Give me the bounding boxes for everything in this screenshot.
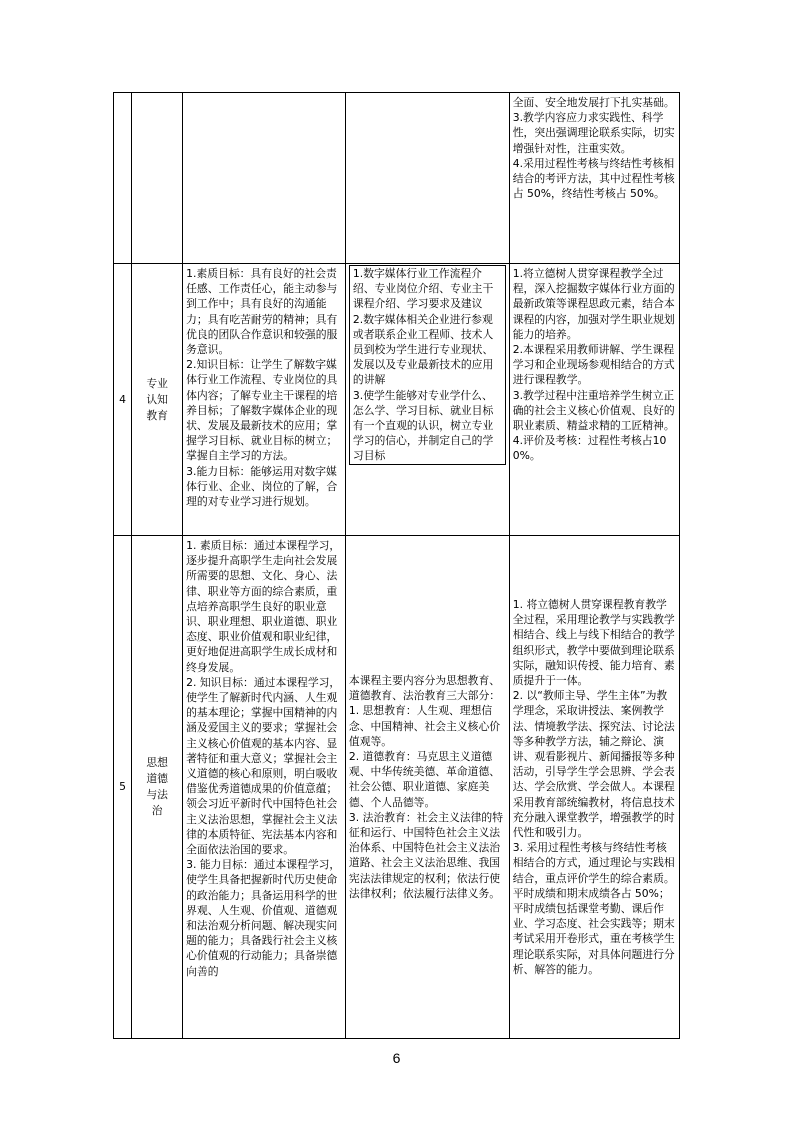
cell-content: 本课程主要内容分为思想教育、道德教育、法治教育三大部分： 1. 思想教育：人生观、理想信念、中国精神、社会主义核心价值观等。 2. 道德教育：马克思主义道德观、中华传统美德、革命道德、社会公德、职业道德、家庭美德、个人品德等。 3. 法治教育：社会主义法律的特征和运行、中国特色社会主义法治体系、中国特色社会主义法治道路、社会主义法治思维、我国宪法法律规定的权利；依法行使法律权利；依法履行法律义务。 <box>345 536 509 1039</box>
cell-course-name <box>132 93 183 264</box>
table-row-course-4 <box>114 264 680 536</box>
table-row-continued <box>114 93 680 264</box>
cell-course-name: 思想道德与法治 <box>132 536 183 1039</box>
page-number: 6 <box>392 1050 401 1066</box>
cell-requirements: 1.将立德树人贯穿课程教学全过程，深入挖掘数字媒体行业方面的最新政策等课程思政元素，结合本课程的内容，加强对学生职业规划能力的培养。 2.本课程采用教师讲解、学生课程学习和企业现场参观相结合的方式进行课程教学。 3.教学过程中注重培养学生树立正确的社会主义核心价值观、良好的职业素质、精益求精的工匠精神。 4.评价及考核：过程性考核占100%。 <box>509 264 679 536</box>
cell-course-name: 专业认知教育 <box>132 264 183 536</box>
cell-goals: 1. 素质目标：通过本课程学习，逐步提升高职学生走向社会发展所需要的思想、文化、身心、法律、职业等方面的综合素质，重点培养高职学生良好的职业意识、职业理想、职业道德、职业态度、职业价值观和职业纪律，更好地促进高职学生成长成材和终身发展。 2. 知识目标：通过本课程学习，使学生了解新时代内涵、人生观的基本理论；掌握中国精神的内涵及爱国主义的要求；掌握社会主义核心价值观的基本内容、显著特征和重大意义；掌握社会主义道德的核心和原则，明白吸收借鉴优秀道德成果的价值意蕴；领会习近平新时代中国特色社会主义法治思想，掌握社会主义法律的本质特征、宪法基本内容和全面依法治国的要求。 3. 能力目标：通过本课程学习，使学生具备把握新时代历史使命的政治能力；具备运用科学的世界观、人生观、价值观、道德观和法治观分析问题、解决现实问题的能力；具备践行社会主义核心价值观的行动能力；具备崇德向善的 <box>183 536 346 1039</box>
cell-goals <box>183 93 346 264</box>
cell-content <box>345 264 509 536</box>
cell-number: 4 <box>114 264 132 536</box>
cell-requirements: 1. 将立德树人贯穿课程教育教学全过程，采用理论教学与实践教学相结合、线上与线下相结合的教学组织形式，教学中要做到理论联系实际，融知识传授、能力培育、素质提升于一体。 2. 以“教师主导、学生主体”为教学理念，采取讲授法、案例教学法、情境教学法、探究法、讨论法等多种教学方法，辅之辩论、演讲、观看影视片、新闻播报等多种活动，引导学生学会思辨、学会表达、学会欣赏、学会做人。本课程采用教育部统编教材，将信息技术充分融入课堂教学，增强教学的时代性和吸引力。 3. 采用过程性考核与终结性考核相结合的方式，通过理论与实践相结合，重点评价学生的综合素质。平时成绩和期末成绩各占 50%；平时成绩包括课堂考勤、课后作业、学习态度、社会实践等；期末考试采用开卷形式，重在考核学生理论联系实际，对具体问题进行分析、解答的能力。 <box>509 536 679 1039</box>
content-box: 1.数字媒体行业工作流程介绍、专业岗位介绍、专业主干课程介绍、学习要求及建议 2.数字媒体相关企业进行参观或者联系企业工程师、技术人员到校为学生进行专业现状、发展以及专业最新技术的应用的讲解 3.使学生能够对专业学什么、怎么学、学习目标、就业目标有一个直观的认识，树立专业学习的信心，并制定自己的学习目标 <box>349 265 506 465</box>
cell-requirements: 全面、安全地发展打下扎实基础。 3.教学内容应力求实践性、科学性，突出强调理论联系实际，切实增强针对性，注重实效。 4.采用过程性考核与终结性考核相结合的考评方法，其中过程性考核占 50%，终结性考核占 50%。 <box>509 93 679 264</box>
table-row-course-5 <box>114 536 680 1039</box>
cell-goals: 1.素质目标：具有良好的社会责任感、工作责任心，能主动参与到工作中；具有良好的沟通能力；具有吃苦耐劳的精神；具有优良的团队合作意识和较强的服务意识。 2.知识目标：让学生了解数字媒体行业工作流程、专业岗位的具体内容；了解专业主干课程的培养目标；了解数字媒体企业的现状、发展及最新技术的应用；掌握学习目标、就业目标的树立；掌握自主学习的方法。 3.能力目标：能够运用对数字媒体行业、企业、岗位的了解，合理的对专业学习进行规划。 <box>183 264 346 536</box>
cell-number: 5 <box>114 536 132 1039</box>
cell-number <box>114 93 132 264</box>
course-table <box>113 92 680 1039</box>
cell-content <box>345 93 509 264</box>
